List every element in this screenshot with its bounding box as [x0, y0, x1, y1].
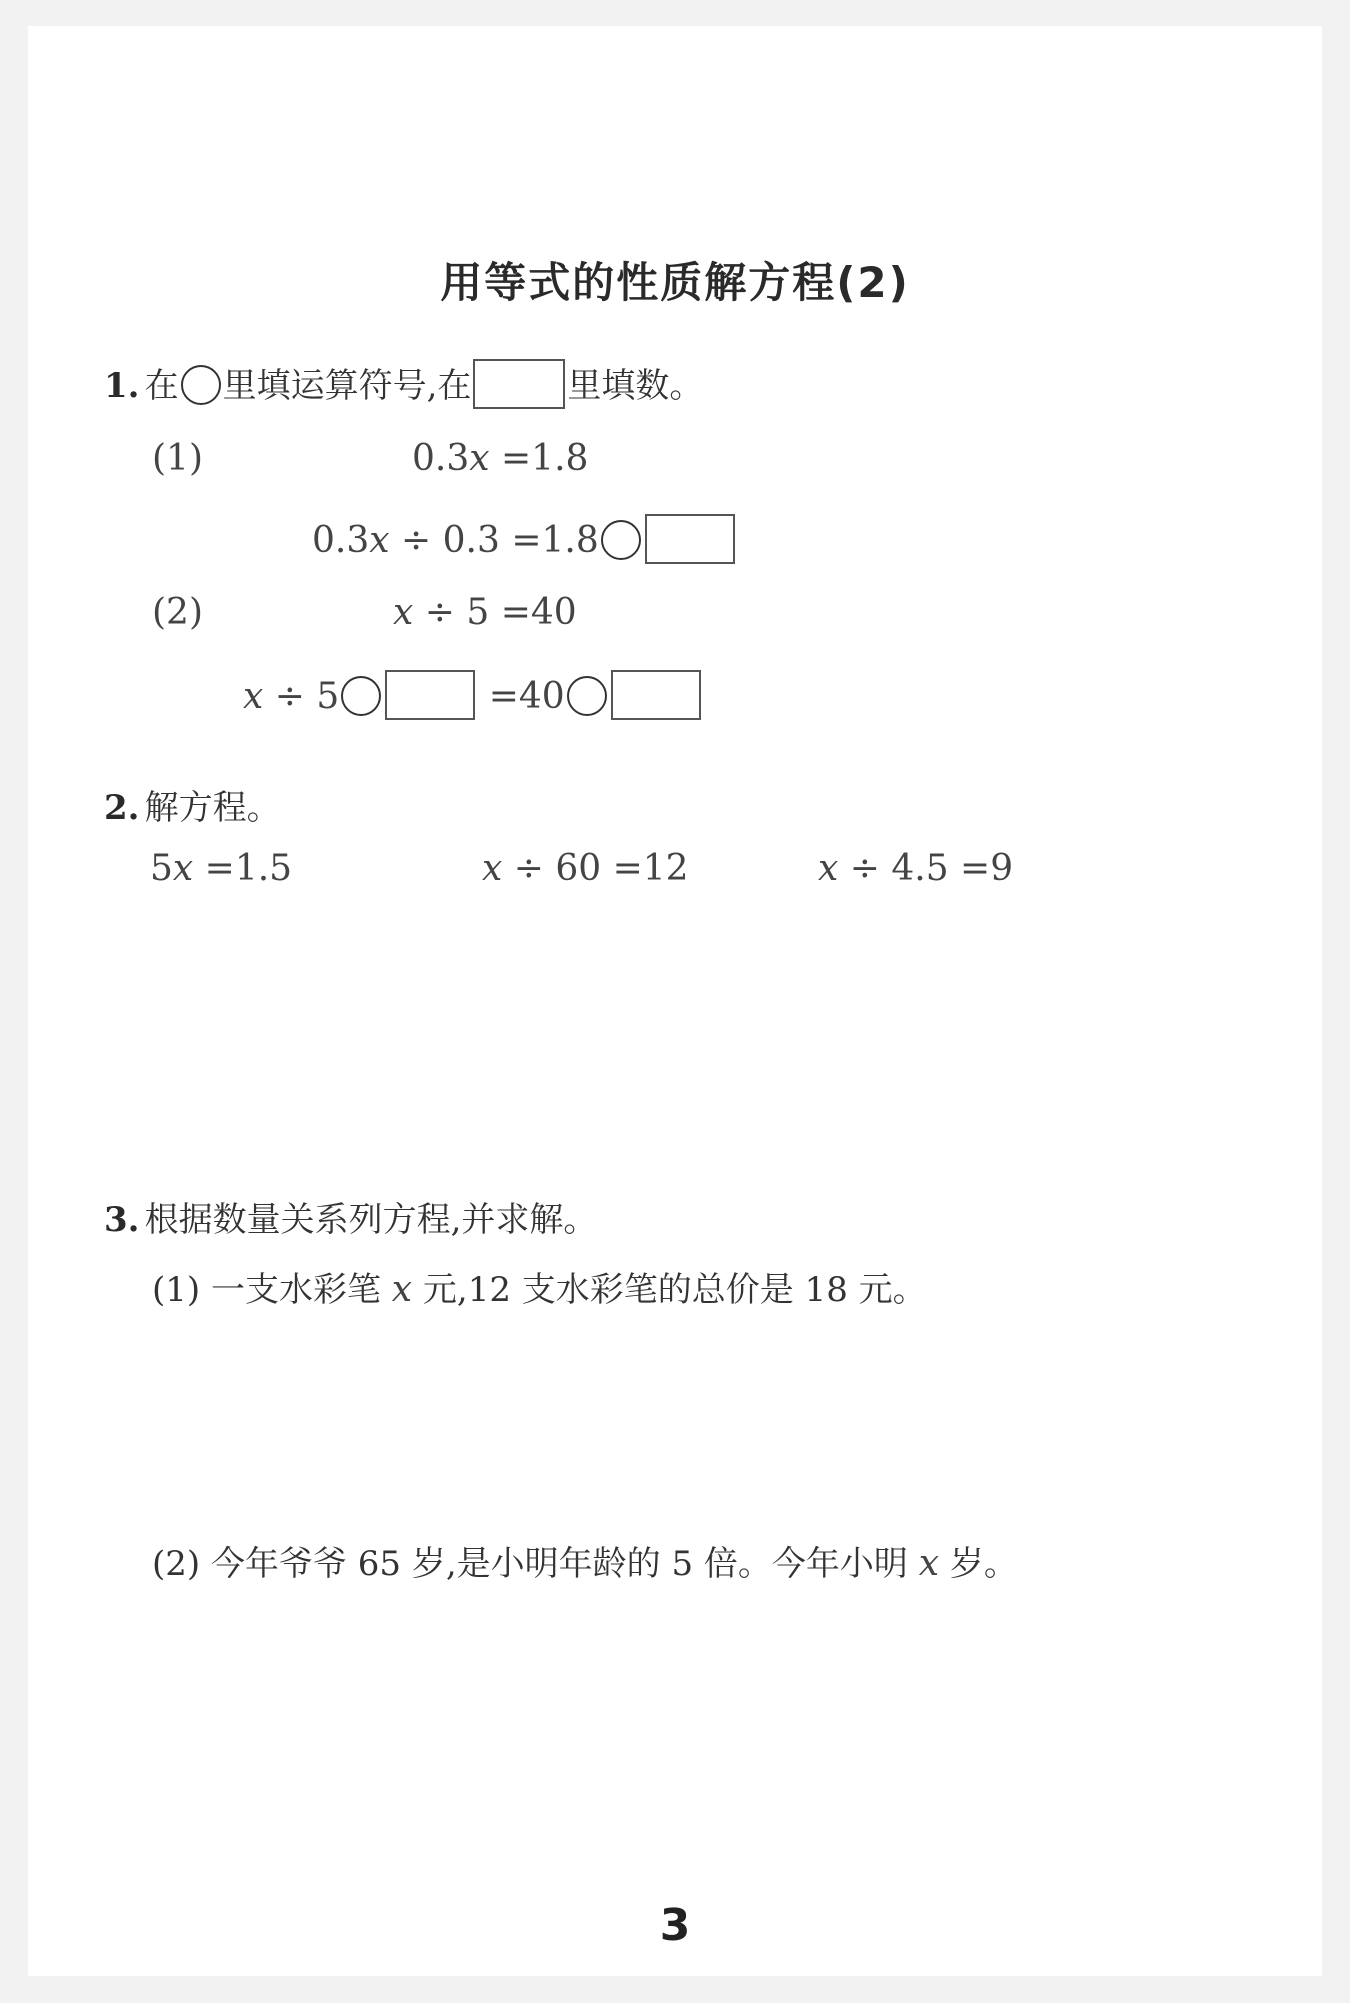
eq-var: x: [369, 520, 390, 561]
eq-var: x: [393, 592, 414, 633]
eq-rest: =1.8: [489, 438, 589, 479]
question-3-part-1: [152, 1262, 927, 1311]
eq-coef: 0.3: [412, 438, 470, 479]
part-1-equation-1: [412, 438, 588, 479]
part-text-b: 元,12 支水彩笔的总价是 18 元。: [412, 1270, 927, 1310]
part-2-equation-2: [243, 670, 703, 720]
eq-rest: =40: [488, 676, 565, 717]
eq-var: x: [172, 848, 194, 889]
number-box-icon: [473, 359, 565, 409]
question-1: [104, 358, 703, 409]
question-1-text-a: 在: [144, 366, 179, 406]
eq-var: x: [818, 848, 839, 889]
answer-box[interactable]: [645, 514, 735, 564]
equation-2-3: [818, 848, 1013, 889]
equation-2-2: [482, 848, 689, 889]
question-3: [104, 1192, 597, 1241]
operator-circle-icon: [181, 365, 221, 405]
question-2: [104, 780, 281, 829]
eq-coef: 5: [150, 848, 173, 889]
part-1-equation-2: [312, 514, 737, 564]
part-text-b: 岁。: [939, 1544, 1018, 1584]
question-3-number: 3.: [104, 1200, 140, 1240]
page-title: 用等式的性质解方程(2): [440, 258, 910, 307]
eq-rest: ÷ 0.3 =1.8: [389, 520, 599, 561]
question-2-number: 2.: [104, 788, 140, 828]
eq-var: x: [918, 1543, 940, 1584]
question-1-text-c: 里填数。: [567, 366, 704, 406]
eq-var: x: [482, 848, 503, 889]
eq-rest: ÷ 4.5 =9: [838, 848, 1014, 889]
part-2-equation-1: [393, 592, 577, 633]
operator-circle-icon[interactable]: [567, 676, 607, 716]
part-text-a: (2) 今年爷爷 65 岁,是小明年龄的 5 倍。今年小明: [152, 1544, 919, 1584]
answer-box[interactable]: [611, 670, 701, 720]
page-number: 3: [659, 1900, 691, 1951]
eq-var: x: [243, 676, 264, 717]
part-1-label: (1): [152, 438, 203, 479]
eq-var: x: [391, 1269, 413, 1310]
question-3-part-2: [152, 1536, 1018, 1585]
eq-var: x: [469, 438, 490, 479]
question-3-text: 根据数量关系列方程,并求解。: [144, 1200, 598, 1240]
eq-coef: 0.3: [312, 520, 370, 561]
part-2-label: (2): [152, 592, 203, 633]
part-text-a: (1) 一支水彩笔: [152, 1270, 392, 1310]
answer-box[interactable]: [385, 670, 475, 720]
question-1-number: 1.: [104, 366, 140, 406]
equation-2-1: [150, 848, 292, 889]
operator-circle-icon[interactable]: [341, 676, 381, 716]
eq-rest: ÷ 60 =12: [502, 848, 689, 889]
question-2-text: 解方程。: [144, 788, 281, 828]
worksheet-page: [28, 26, 1322, 1976]
eq-rest: =1.5: [193, 848, 293, 889]
question-1-text-b: 里填运算符号,在: [222, 366, 472, 406]
operator-circle-icon[interactable]: [601, 520, 641, 560]
eq-rest: ÷ 5: [263, 676, 340, 717]
eq-rest: ÷ 5 =40: [413, 592, 577, 633]
